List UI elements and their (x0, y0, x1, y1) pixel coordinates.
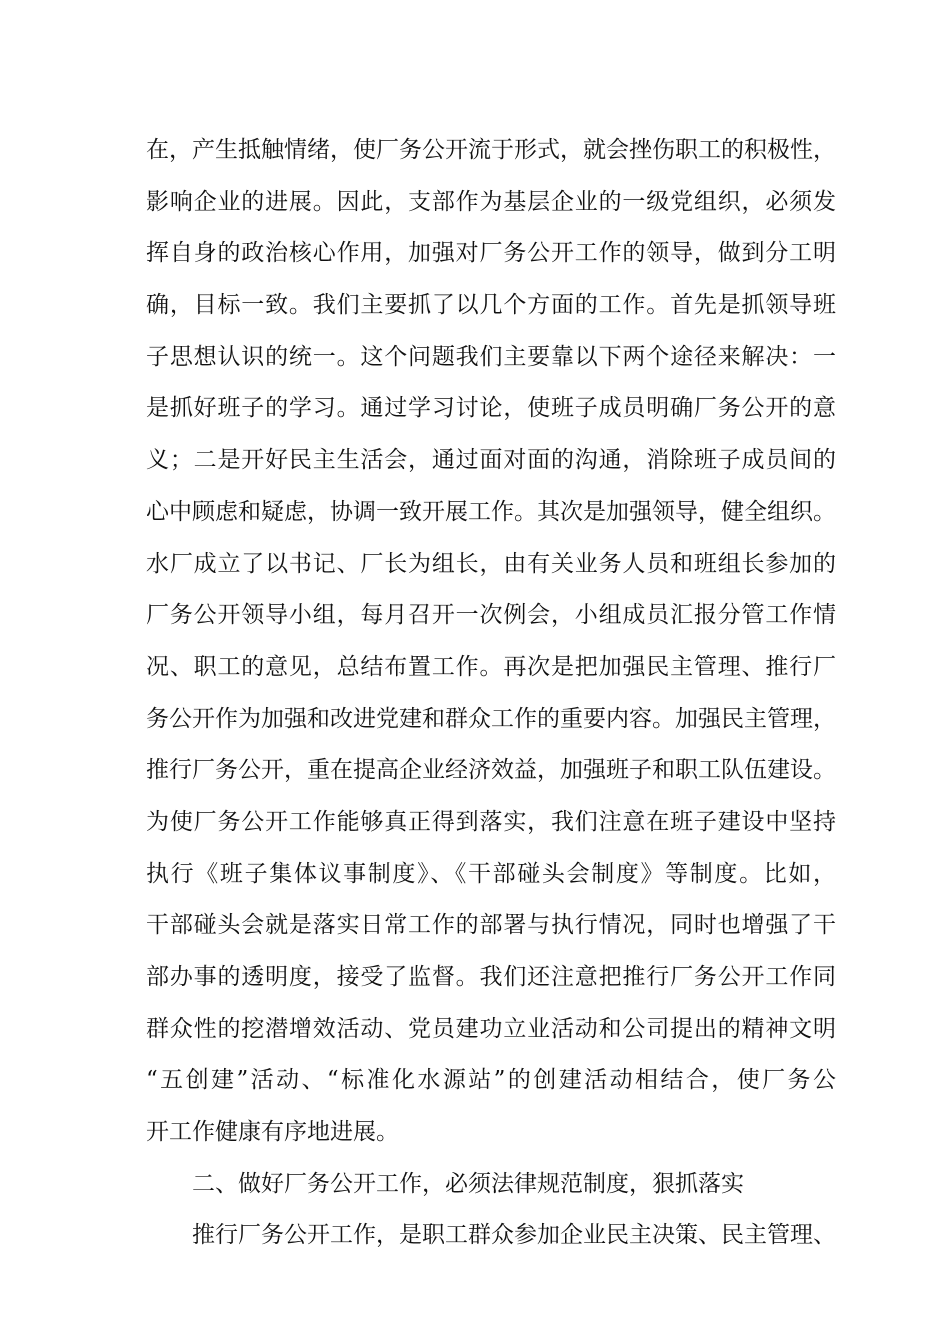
paragraph-line: 水厂成立了以书记、厂长为组长，由有关业务人员和班组长参加的 (146, 550, 836, 577)
section-heading: 二、做好厂务公开工作，必须法律规范制度，狠抓落实 (192, 1170, 744, 1197)
paragraph-line: 执行《班子集体议事制度》、《干部碰头会制度》等制度。比如， (146, 860, 836, 887)
paragraph-line: 在，产生抵触情绪，使厂务公开流于形式，就会挫伤职工的积极性， (146, 137, 836, 163)
paragraph-line: 干部碰头会就是落实日常工作的部署与执行情况，同时也增强了干 (146, 912, 836, 939)
paragraph-line: 是抓好班子的学习。通过学习讨论，使班子成员明确厂务公开的意 (146, 395, 836, 422)
paragraph-line: 义；二是开好民主生活会，通过面对面的沟通，消除班子成员间的 (146, 447, 836, 474)
paragraph-line: 子思想认识的统一。这个问题我们主要靠以下两个途径来解决：一 (146, 343, 836, 370)
paragraph-line: 挥自身的政治核心作用，加强对厂务公开工作的领导，做到分工明 (146, 240, 836, 267)
paragraph-line: 心中顾虑和疑虑，协调一致开展工作。其次是加强领导，健全组织。 (146, 498, 836, 525)
paragraph-line: 推行厂务公开，重在提高企业经济效益，加强班子和职工队伍建设。 (146, 757, 836, 784)
paragraph-line: 部办事的透明度，接受了监督。我们还注意把推行厂务公开工作同 (146, 964, 836, 990)
paragraph-line: 群众性的挖潜增效活动、党员建功立业活动和公司提出的精神文明 (146, 1015, 836, 1042)
paragraph-first-line: 推行厂务公开工作，是职工群众参加企业民主决策、民主管理、 (192, 1222, 836, 1249)
paragraph-line: 确，目标一致。我们主要抓了以几个方面的工作。首先是抓领导班 (146, 292, 836, 319)
paragraph-line: 况、职工的意见，总结布置工作。再次是把加强民主管理、推行厂 (146, 653, 836, 680)
document-body (146, 128, 836, 1265)
paragraph-last-line: 开工作健康有序地进展。 (146, 1119, 399, 1146)
paragraph-line: 厂务公开领导小组，每月召开一次例会，小组成员汇报分管工作情 (146, 602, 836, 629)
paragraph-line: 影响企业的进展。因此，支部作为基层企业的一级党组织，必须发 (146, 188, 836, 215)
paragraph-line: 务公开作为加强和改进党建和群众工作的重要内容。加强民主管理， (146, 705, 836, 732)
paragraph-line: “五创建”活动、“标准化水源站”的创建活动相结合，使厂务公 (146, 1067, 836, 1094)
paragraph-line: 为使厂务公开工作能够真正得到落实，我们注意在班子建设中坚持 (146, 808, 836, 835)
